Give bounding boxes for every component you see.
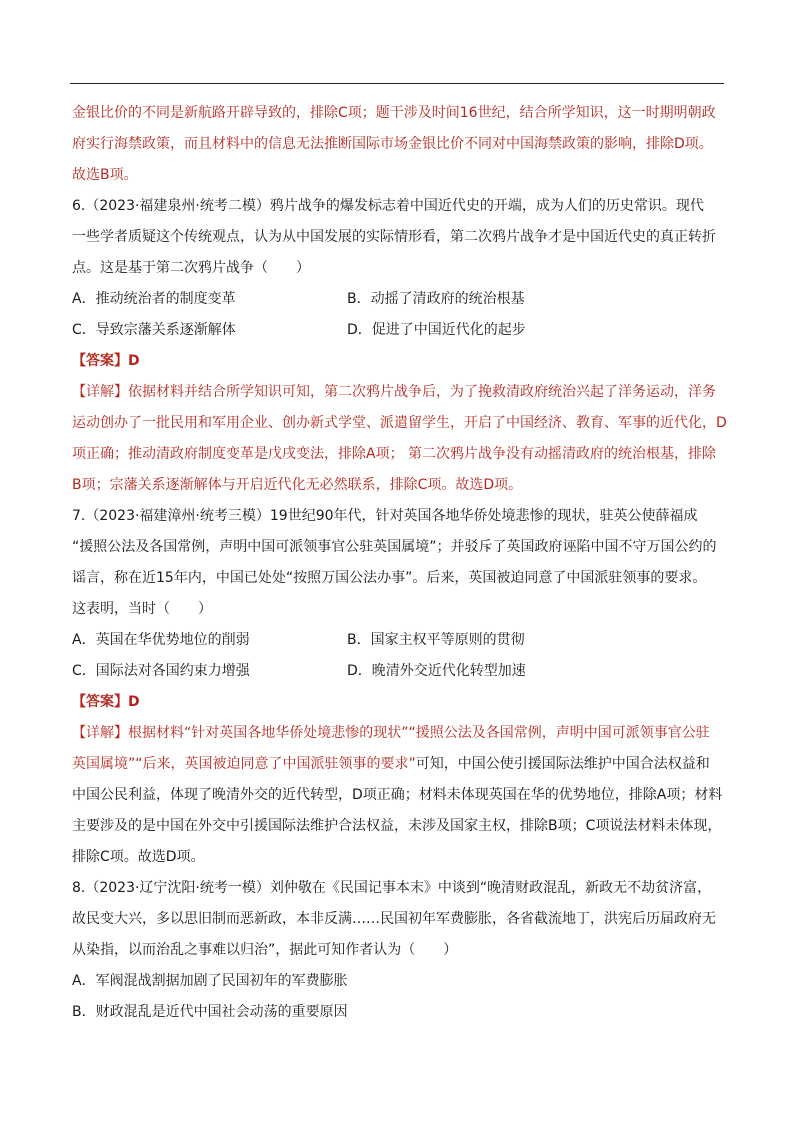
detail-text: 可知，中国公使引援国际法维护中国合法权益和: [415, 756, 710, 772]
option-b: B．国家主权平等原则的贯彻: [347, 632, 525, 648]
option-row: [72, 284, 732, 315]
detail-line: 中国公民利益，体现了晚清外交的近代转型，D项正确；材料未体现英国在华的优势地位，排除A项；材料: [72, 787, 723, 803]
option-row: [72, 656, 732, 687]
detail-line: 运动创办了一批民用和军用企业、创办新式学堂、派遣留学生，开启了中国经济、教育、军事的近代化，D: [72, 415, 727, 431]
question-stem-line: 从染指，以而治乱之事难以归治”，据此可知作者认为（ ）: [72, 942, 458, 958]
document-body: [72, 98, 732, 1028]
detail-line: 项正确；推动清政府制度变革是戊戌变法，排除A项； 第二次鸦片战争没有动摇清政府的统治根基，排除: [72, 446, 717, 462]
question-stem-line: 这表明，当时（ ）: [72, 601, 212, 617]
text-line: 金银比价的不同是新航路开辟导致的，排除C项；题干涉及时间16世纪，结合所学知识，这一时期明朝政: [72, 105, 716, 121]
option-c: C．国际法对各国约束力增强: [72, 663, 250, 679]
detail-line: 主要涉及的是中国在外交中引援国际法维护合法权益，未涉及国家主权，排除B项；C项说法材料未体现，: [72, 818, 722, 834]
detail-line: 排除C项。故选D项。: [72, 849, 205, 865]
header-rule: [70, 83, 724, 84]
option-b: B．动摇了清政府的统治根基: [347, 291, 525, 307]
option-row: [72, 315, 732, 346]
option-c: C．导致宗藩关系逐渐解体: [72, 322, 236, 338]
question-stem-line: 故民变大兴，多以思旧制而恶新政，本非反满……民国初年军费膨胀，各省截流地丁，洪宪后历届政府无: [72, 911, 716, 927]
detail-line: [72, 749, 732, 780]
answer-label: 【答案】D: [72, 694, 140, 710]
option-a: A．推动统治者的制度变革: [72, 291, 236, 307]
question-7: [72, 501, 732, 873]
detail-quote: 英国属境”“后来，英国被迫同意了中国派驻领事的要求”: [72, 756, 416, 772]
question-8: [72, 873, 732, 1028]
question-stem-line: 8.（2023·辽宁沈阳·统考一模）刘仲敬在《民国记事本末》中谈到“晚清财政混乱，新政无不劫贫济富，: [72, 880, 712, 896]
option-a: A．军阀混战割据加剧了民国初年的军费膨胀: [72, 973, 348, 989]
detail-line: 【详解】根据材料“针对英国各地华侨处境悲惨的现状”“援照公法及各国常例，声明中国可派领事官公驻: [72, 725, 710, 741]
question-stem-line: 7.（2023·福建漳州·统考三模）19世纪90年代，针对英国各地华侨处境悲惨的现状，驻英公使薛福成: [72, 508, 698, 524]
question-stem-line: “援照公法及各国常例，声明中国可派领事官公驻英国属境”；并驳斥了英国政府诬陷中国不守万国公约的: [72, 539, 717, 555]
option-row: [72, 625, 732, 656]
answer-label: 【答案】D: [72, 353, 140, 369]
question-6: [72, 191, 732, 501]
option-d: D．促进了中国近代化的起步: [347, 322, 526, 338]
question-stem-line: 一些学者质疑这个传统观点，认为从中国发展的实际情形看，第二次鸦片战争才是中国近代史的真正转折: [72, 229, 716, 245]
option-a: A．英国在华优势地位的削弱: [72, 632, 250, 648]
option-b: B．财政混乱是近代中国社会动荡的重要原因: [72, 1004, 348, 1020]
question-stem-line: 点。这是基于第二次鸦片战争（ ）: [72, 260, 310, 276]
question-stem-line: 6.（2023·福建泉州·统考二模）鸦片战争的爆发标志着中国近代史的开端，成为人们的历史常识。现代: [72, 198, 704, 214]
text-line: 故选B项。: [72, 167, 138, 183]
detail-line: 【详解】依据材料并结合所学知识可知，第二次鸦片战争后，为了挽救清政府统治兴起了洋务运动，洋务: [72, 384, 716, 400]
question-stem-line: 谣言，称在近15年内，中国已处处“按照万国公法办事”。后来，英国被迫同意了中国派驻领事的要求。: [72, 570, 707, 586]
text-line: 府实行海禁政策，而且材料中的信息无法推断国际市场金银比价不同对中国海禁政策的影响，排除D项。: [72, 136, 713, 152]
detail-line: B项；宗藩关系逐渐解体与开启近代化无必然联系，排除C项。故选D项。: [72, 477, 523, 493]
prev-explanation: [72, 98, 732, 191]
option-d: D．晚清外交近代化转型加速: [347, 663, 526, 679]
